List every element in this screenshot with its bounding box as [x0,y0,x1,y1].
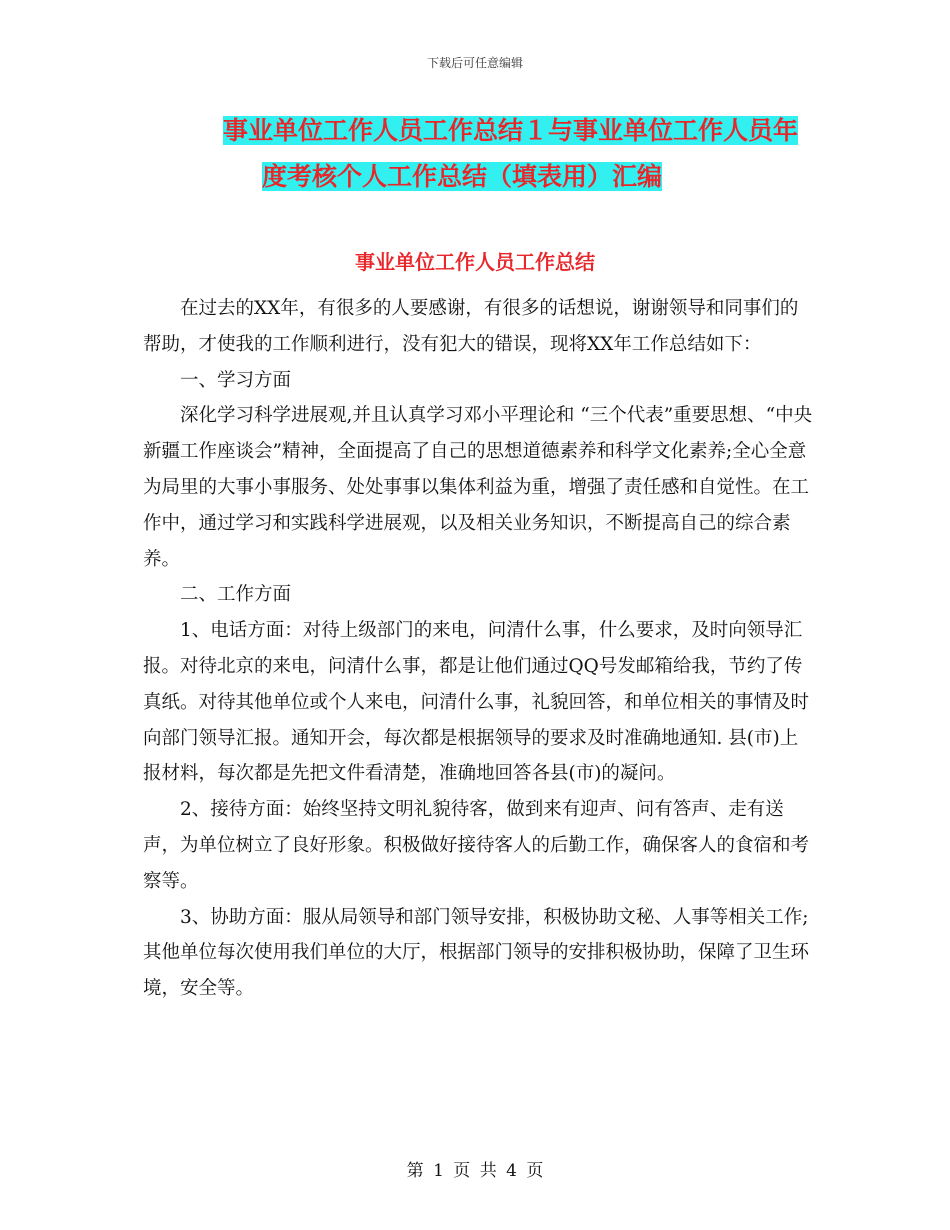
paragraph-phone: 1、电话方面：对待上级部门的来电，问清什么事，什么要求，及时向领导汇报。对待北京的来电，问清什么事，都是让他们通过QQ号发邮箱给我，节约了传真纸。对待其他单位或个人来电，问清什么事，礼貌回答，和单位相关的事情及时向部门领导汇报。通知开会，每次都是根据领导的要求及时准确地通知. 县(市)上报材料，每次都是先把文件看清楚，准确地回答各县(市)的凝问。 [143,620,810,785]
heading-study: 一、学习方面 [180,369,292,391]
document-body [143,291,813,1007]
paragraph-study: 深化学习科学进展观,并且认真学习邓小平理论和 “三个代表”重要思想、“中央新疆工作座谈会”精神，全面提高了自己的思想道德素养和科学文化素养;全心全意为局里的大事小事服务、处处事事以集体利益为重，增强了责任感和自觉性。在工作中，通过学习和实践科学进展观，以及相关业务知识，不断提高自己的综合素养。 [143,405,813,570]
title-highlight-2: 度考核个人工作总结（填表用）汇编 [262,162,663,191]
paragraph-intro: 在过去的XX年，有很多的人要感谢，有很多的话想说，谢谢领导和同事们的帮助，才使我的工作顺利进行，没有犯大的错误，现将XX年工作总结如下： [143,298,799,355]
paragraph-assist: 3、协助方面：服从局领导和部门领导安排，积极协助文秘、人事等相关工作;其他单位每次使用我们单位的大厅，根据部门领导的安排积极协助，保障了卫生环境，安全等。 [143,906,810,1000]
page-number: 第 1 页 共 4 页 [406,1161,544,1181]
document-title [150,108,800,200]
page-header-note: 下载后可任意编辑 [426,56,523,70]
document-title-line-2 [150,154,800,200]
heading-work: 二、工作方面 [180,584,292,606]
title-highlight-1: 事业单位工作人员工作总结１与事业单位工作人员年 [222,116,798,145]
paragraph-reception: 2、接待方面：始终坚持文明礼貌待客，做到来有迎声、问有答声、走有送声，为单位树立了良好形象。积极做好接待客人的后勤工作，确保客人的食宿和考察等。 [143,799,810,892]
section-title: 事业单位工作人员工作总结 [355,250,595,274]
document-title-line-1 [150,108,800,154]
